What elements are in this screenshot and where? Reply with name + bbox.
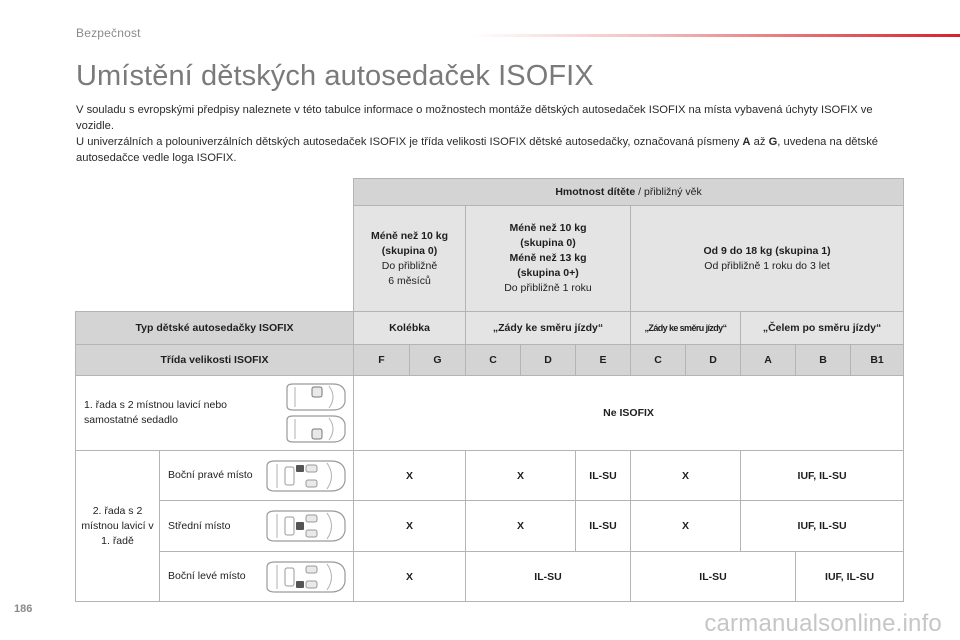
type-rear-facing-2: „Zády ke směru jízdy“ (631, 312, 741, 345)
weight-header-rest: / přibližný věk (635, 186, 702, 198)
car-front-right-icon (283, 414, 347, 444)
seat-right-v1: X (354, 451, 466, 501)
car-diagram-row1 (283, 382, 347, 444)
seat-middle-cell (160, 501, 354, 552)
class-label: Třída velikosti ISOFIX (76, 345, 354, 376)
intro-text-part: , uvedena na dětské autosedačce vedle loga ISOFIX. (76, 136, 879, 164)
class-c: C (631, 345, 686, 376)
row1-value: Ne ISOFIX (354, 376, 904, 451)
weight-header (354, 179, 904, 206)
table-row (76, 376, 904, 451)
class-b: B (796, 345, 851, 376)
class-f: F (354, 345, 410, 376)
seat-middle-v1: X (354, 501, 466, 552)
intro-letter-a: A (742, 136, 751, 148)
type-carrycot: Kolébka (354, 312, 466, 345)
class-b1: B1 (851, 345, 904, 376)
table-type-row (76, 312, 904, 345)
intro-text (76, 102, 906, 166)
isofix-table (75, 178, 904, 602)
seat-left-v1: X (354, 552, 466, 602)
table-row (76, 501, 904, 552)
seat-middle-v3: IL-SU (576, 501, 631, 552)
seat-right-cell (160, 451, 354, 501)
seat-right-v4: X (631, 451, 741, 501)
class-a: A (741, 345, 796, 376)
group-0-weight: Méně než 10 kg (509, 222, 587, 234)
intro-letter-g: G (768, 136, 778, 148)
group-0-age: Do přibližně (381, 259, 438, 272)
class-c: C (466, 345, 521, 376)
weight-header-bold: Hmotnost dítěte (555, 186, 636, 198)
group-1-cell (631, 206, 904, 312)
group-0plus-weight: Méně než 13 kg (509, 252, 587, 264)
car-rear-left-icon (263, 560, 347, 594)
group-0-name: (skupina 0) (520, 237, 576, 249)
class-e: E (576, 345, 631, 376)
seat-right-v5: IUF, IL-SU (741, 451, 904, 501)
table-row (76, 552, 904, 602)
intro-text-part: U univerzálních a polouniverzálních dětských autosedaček ISOFIX je třída velikosti ISOFIX dětské autosedačky, označovaná písmeny (76, 136, 743, 148)
intro-paragraph-1: V souladu s evropskými předpisy naleznete v této tabulce informace o možnostech montáže dětských autosedaček ISOFIX na místa vybavená úchyty ISOFIX ve vozidle. (76, 104, 873, 132)
car-front-left-icon (283, 382, 347, 412)
seat-left-label: Boční levé místo (168, 570, 246, 582)
seat-middle-label: Střední místo (168, 519, 231, 532)
group-0-weight: Méně než 10 kg (370, 229, 449, 242)
seat-right-label: Boční pravé místo (168, 469, 253, 481)
seat-left-v4: IUF, IL-SU (796, 552, 904, 602)
table-class-row (76, 345, 904, 376)
group-0-name: (skupina 0) (381, 244, 438, 257)
class-g: G (410, 345, 466, 376)
intro-paragraph-2 (76, 134, 906, 166)
row2-label: 2. řada s 2 místnou lavicí v 1. řadě (76, 451, 160, 602)
group-1-age: Od přibližně 1 roku do 3 let (704, 259, 830, 272)
row1-label: 1. řada s 2 místnou lavicí nebo samostatné sedadlo (84, 399, 227, 426)
intro-text-part: až (750, 136, 769, 148)
seat-middle-v5: IUF, IL-SU (741, 501, 904, 552)
group-0-age-2: 6 měsíců (388, 274, 431, 287)
class-d: D (521, 345, 576, 376)
blank-cell (76, 179, 354, 206)
group-0plus-cell (466, 206, 631, 312)
seat-middle-v4: X (631, 501, 741, 552)
group-0plus-name: (skupina 0+) (517, 267, 579, 279)
page-title: Umístění dětských autosedaček ISOFIX (76, 60, 594, 92)
seat-left-v2: IL-SU (466, 552, 631, 602)
row1-label-cell (76, 376, 354, 451)
type-rear-facing: „Zády ke směru jízdy“ (466, 312, 631, 345)
blank-cell (76, 206, 354, 312)
watermark: carmanualsonline.info (704, 610, 942, 637)
section-label: Bezpečnost (76, 26, 141, 40)
table-header-weight-row (76, 179, 904, 206)
group-0-cell (354, 206, 466, 312)
group-1-weight: Od 9 do 18 kg (skupina 1) (703, 244, 831, 257)
seat-left-v3: IL-SU (631, 552, 796, 602)
table-row (76, 451, 904, 501)
seat-right-v2: X (466, 451, 576, 501)
page-number: 186 (14, 603, 33, 615)
table-groups-row (76, 206, 904, 312)
car-rear-right-icon (263, 459, 347, 493)
header-rule (470, 34, 960, 37)
group-0plus-age: Do přibližně 1 roku (504, 282, 592, 294)
type-label: Typ dětské autosedačky ISOFIX (76, 312, 354, 345)
seat-middle-v2: X (466, 501, 576, 552)
car-rear-middle-icon (263, 509, 347, 543)
type-forward-facing: „Čelem po směru jízdy“ (741, 312, 904, 345)
seat-left-cell (160, 552, 354, 602)
seat-right-v3: IL-SU (576, 451, 631, 501)
class-d: D (686, 345, 741, 376)
